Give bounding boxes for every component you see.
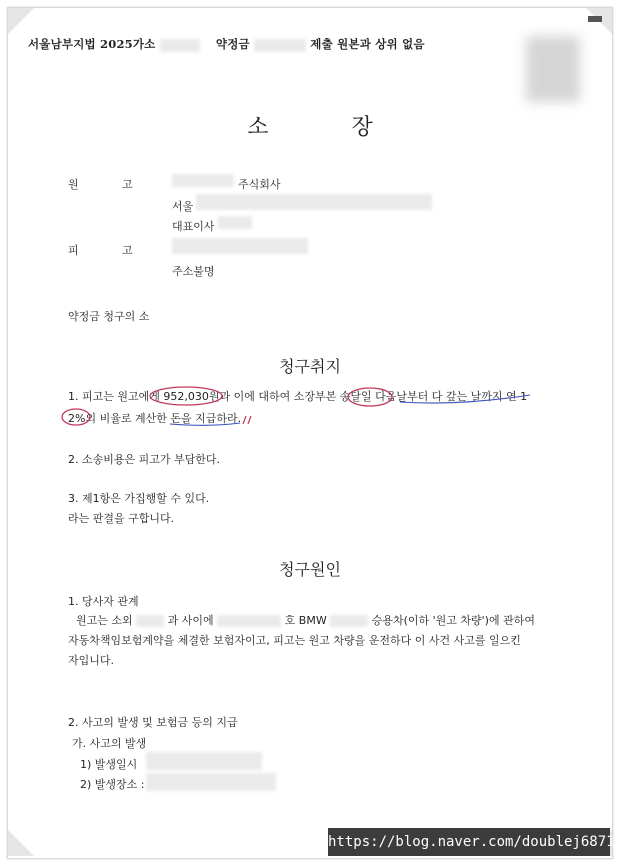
cause-sub-1: 1. 당사자 관계 [68, 595, 139, 608]
page-corner-fold [8, 830, 34, 856]
redacted-text [218, 216, 252, 229]
cause-sub-1-line-3: 자입니다. [68, 654, 115, 667]
pen-underline [400, 395, 530, 403]
redacted-text [146, 773, 276, 791]
pen-annotations [60, 380, 540, 432]
cause-sub-2-a-1: 1) 발생일시 [80, 758, 138, 771]
redacted-text [330, 615, 368, 627]
header-prefix: 서울남부지법 2025가소 [28, 37, 156, 51]
claim-item-1-line-1: 1. 피고는 원고에게 952,030원과 이에 대하여 소장부본 송달일 다음날부터 다 갚는 날까지 연 1 [68, 390, 528, 403]
defendant-label-2: 고 [122, 244, 133, 257]
document-header [28, 36, 425, 52]
plaintiff-ceo: 대표이사 [172, 220, 215, 233]
redacted-text [160, 39, 200, 52]
plaintiff-address: 서울 [172, 200, 194, 213]
text-segment: 승용차(이하 '원고 차량')에 관하여 [371, 614, 535, 627]
redacted-text [136, 615, 164, 627]
plaintiff-label-2: 고 [122, 178, 133, 191]
claim-section-title: 청구취지 [279, 357, 341, 376]
pen-circle-amount [150, 387, 222, 405]
pen-circle-date [348, 388, 392, 406]
redacted-text [146, 752, 262, 770]
redacted-text [172, 238, 308, 254]
claim-closing: 라는 판결을 구합니다. [68, 512, 175, 525]
case-name: 약정금 청구의 소 [68, 310, 150, 323]
claim-item-3: 3. 제1항은 가집행할 수 있다. [68, 492, 210, 505]
defendant-label-1: 피 [68, 244, 79, 257]
menu-icon[interactable] [588, 16, 602, 22]
redacted-text [254, 39, 306, 52]
cause-sub-2-a: 가. 사고의 발생 [72, 737, 147, 750]
redacted-text [196, 194, 432, 210]
redacted-text [217, 615, 281, 627]
claim-item-1-line-2: 2%의 비율로 계산한 돈을 지급하라. [68, 412, 242, 425]
pen-mark [243, 416, 251, 424]
plaintiff-label-1: 원 [68, 178, 79, 191]
cause-sub-1-line-1 [76, 611, 535, 631]
blog-watermark: https://blog.naver.com/doublej6871 [328, 828, 610, 856]
text-segment: 과 사이에 [167, 614, 214, 627]
page-corner-fold [8, 8, 34, 34]
cause-sub-2: 2. 사고의 발생 및 보험금 등의 지급 [68, 716, 238, 729]
cause-sub-2-a-2: 2) 발생장소 : [80, 778, 145, 791]
text-segment: 원고는 소외 [76, 614, 133, 627]
defendant-address: 주소불명 [172, 265, 215, 278]
claim-item-2: 2. 소송비용은 피고가 부담한다. [68, 453, 220, 466]
redacted-stamp [526, 36, 580, 102]
cause-sub-1-line-2: 자동차책임보험계약을 체결한 보험자이고, 피고는 원고 차량을 운전하다 이 사건 사고를 일으킨 [68, 634, 521, 647]
pen-circle-rate [62, 409, 90, 425]
header-middle: 약정금 [215, 37, 250, 51]
document-title: 소 장 [247, 115, 411, 140]
header-suffix: 제출 원본과 상위 없음 [310, 37, 425, 51]
text-segment: 호 BMW [284, 614, 327, 627]
cause-section-title: 청구원인 [279, 560, 341, 579]
pen-underline [170, 423, 240, 425]
redacted-text [172, 174, 234, 187]
plaintiff-company-suffix: 주식회사 [238, 178, 281, 191]
